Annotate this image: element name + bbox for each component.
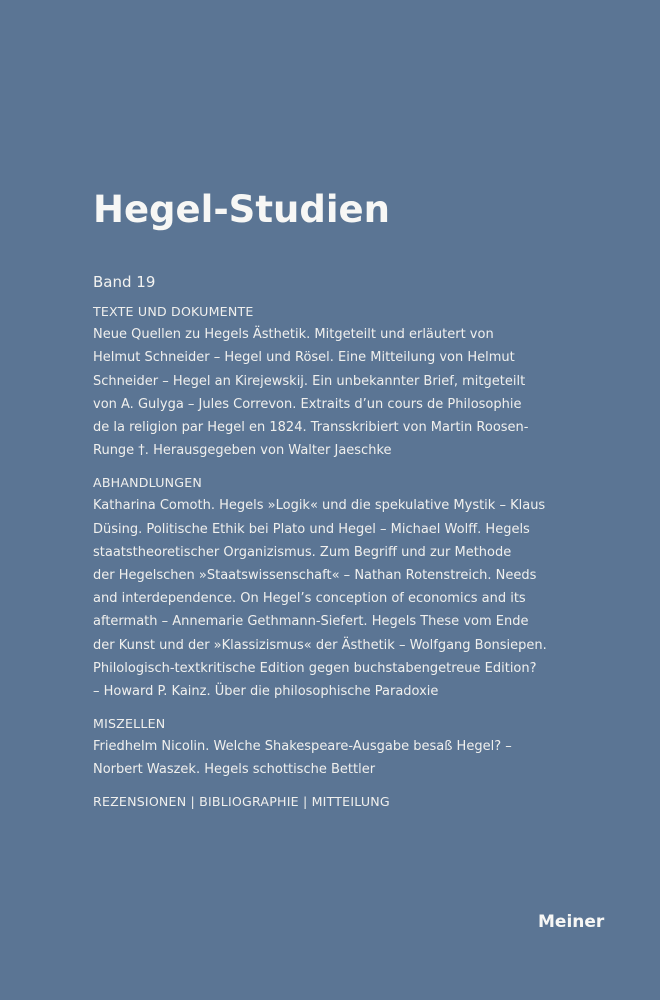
contents-line: Neue Quellen zu Hegels Ästhetik. Mitgeteilt und erläutert von bbox=[93, 327, 494, 343]
additional-sections: REZENSIONEN | BIBLIOGRAPHIE | MITTEILUNG bbox=[93, 794, 390, 809]
contents-line: Friedhelm Nicolin. Welche Shakespeare-Ausgabe besaß Hegel? – bbox=[93, 739, 512, 755]
contents-line: staatstheoretischer Organizismus. Zum Begriff und zur Methode bbox=[93, 544, 512, 560]
contents-line: Katharina Comoth. Hegels »Logik« und die spekulative Mystik – Klaus bbox=[93, 498, 546, 514]
section-texte-und-dokumente bbox=[93, 300, 603, 462]
table-of-contents bbox=[93, 300, 603, 790]
section-miszellen bbox=[93, 712, 603, 782]
contents-line: Helmut Schneider – Hegel und Rösel. Eine Mitteilung von Helmut bbox=[93, 350, 515, 366]
publisher-logo: Meiner bbox=[538, 912, 605, 932]
contents-line: Runge †. Herausgegeben von Walter Jaeschke bbox=[93, 443, 392, 459]
section-abhandlungen bbox=[93, 471, 603, 703]
contents-line: and interdependence. On Hegel’s conception of economics and its bbox=[93, 591, 526, 607]
section-heading: ABHANDLUNGEN bbox=[93, 475, 203, 491]
contents-line: Schneider – Hegel an Kirejewskij. Ein unbekannter Brief, mitgeteilt bbox=[93, 373, 526, 389]
book-title: Hegel-Studien bbox=[93, 188, 390, 231]
contents-line: de la religion par Hegel en 1824. Transskribiert von Martin Roosen- bbox=[93, 420, 529, 436]
contents-line: Düsing. Politische Ethik bei Plato und Hegel – Michael Wolff. Hegels bbox=[93, 521, 530, 537]
volume-number: Band 19 bbox=[93, 273, 156, 291]
contents-line: – Howard P. Kainz. Über die philosophische Paradoxie bbox=[93, 684, 439, 700]
contents-line: der Hegelschen »Staatswissenschaft« – Nathan Rotenstreich. Needs bbox=[93, 568, 537, 584]
contents-line: von A. Gulyga – Jules Correvon. Extraits d’un cours de Philosophie bbox=[93, 396, 522, 412]
contents-line: Philologisch-textkritische Edition gegen buchstabengetreue Edition? bbox=[93, 660, 537, 676]
section-heading: TEXTE UND DOKUMENTE bbox=[93, 304, 254, 319]
contents-line: Norbert Waszek. Hegels schottische Bettler bbox=[93, 762, 376, 778]
contents-line: der Kunst und der »Klassizismus« der Ästhetik – Wolfgang Bonsiepen. bbox=[93, 637, 547, 653]
section-heading: MISZELLEN bbox=[93, 716, 166, 732]
contents-line: aftermath – Annemarie Gethmann-Siefert. Hegels These vom Ende bbox=[93, 614, 529, 630]
